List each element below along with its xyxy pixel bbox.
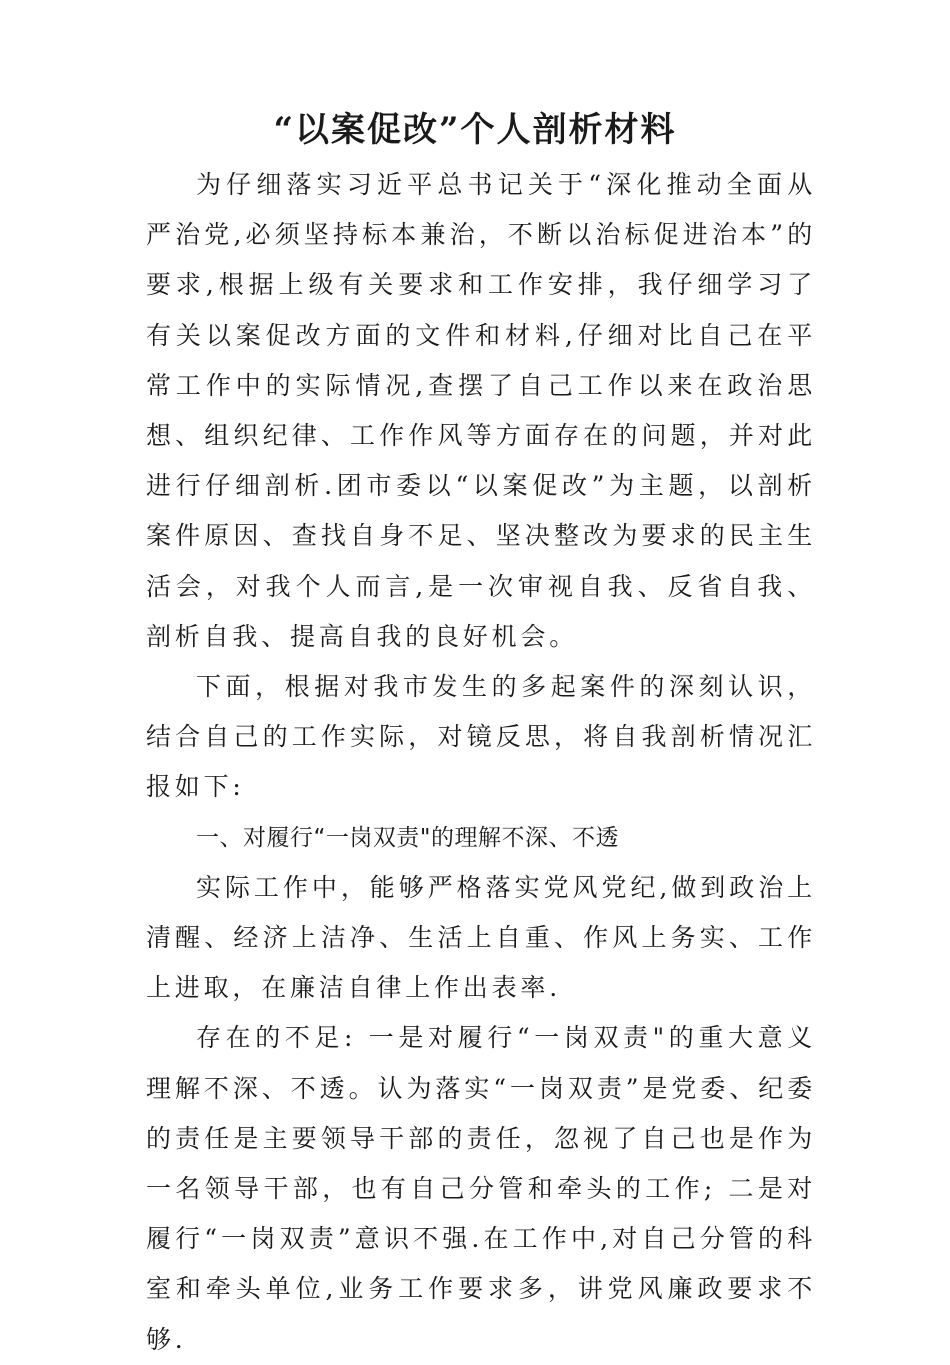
document-body <box>146 160 816 1365</box>
transition-paragraph: 下面，根据对我市发生的多起案件的深刻认识，结合自己的工作实际，对镜反思，将自我剖析情况汇报如下: <box>146 672 816 802</box>
practice-paragraph: 实际工作中，能够严格落实党风党纪,做到政治上清醒、经济上洁净、生活上自重、作风上务实、工作上进取，在廉洁自律上作出表率. <box>146 872 816 1003</box>
section-heading-1: 一、对履行“一岗双责"的理解不深、不透 <box>196 824 619 851</box>
intro-paragraph: 为仔细落实习近平总书记关于“深化推动全面从严治党,必须坚持标本兼治，不断以治标促进治本”的要求,根据上级有关要求和工作安排，我仔细学习了有关以案促改方面的文件和材料,仔细对比自己在平常工作中的实际情况,查摆了自己工作以来在政治思想、组织纪律、工作作风等方面存在的问题，并对此进行仔细剖析.团市委以“以案促改”为主题，以剖析案件原因、查找自身不足、坚决整改为要求的民主生活会，对我个人而言,是一次审视自我、反省自我、剖析自我、提高自我的良好机会。 <box>146 170 816 651</box>
document-title: “以案促改”个人剖析材料 <box>273 110 677 150</box>
shortcomings-paragraph: 存在的不足: 一是对履行“一岗双责"的重大意义理解不深、不透。认为落实“一岗双责”是党委、纪委的责任是主要领导干部的责任，忽视了自己也是作为一名领导干部，也有自己分管和牵头的工作; 二是对履行“一岗双责”意识不强.在工作中,对自己分管的科室和牵头单位,业务工作要求多，讲党风廉政要求不够. <box>146 1023 816 1354</box>
